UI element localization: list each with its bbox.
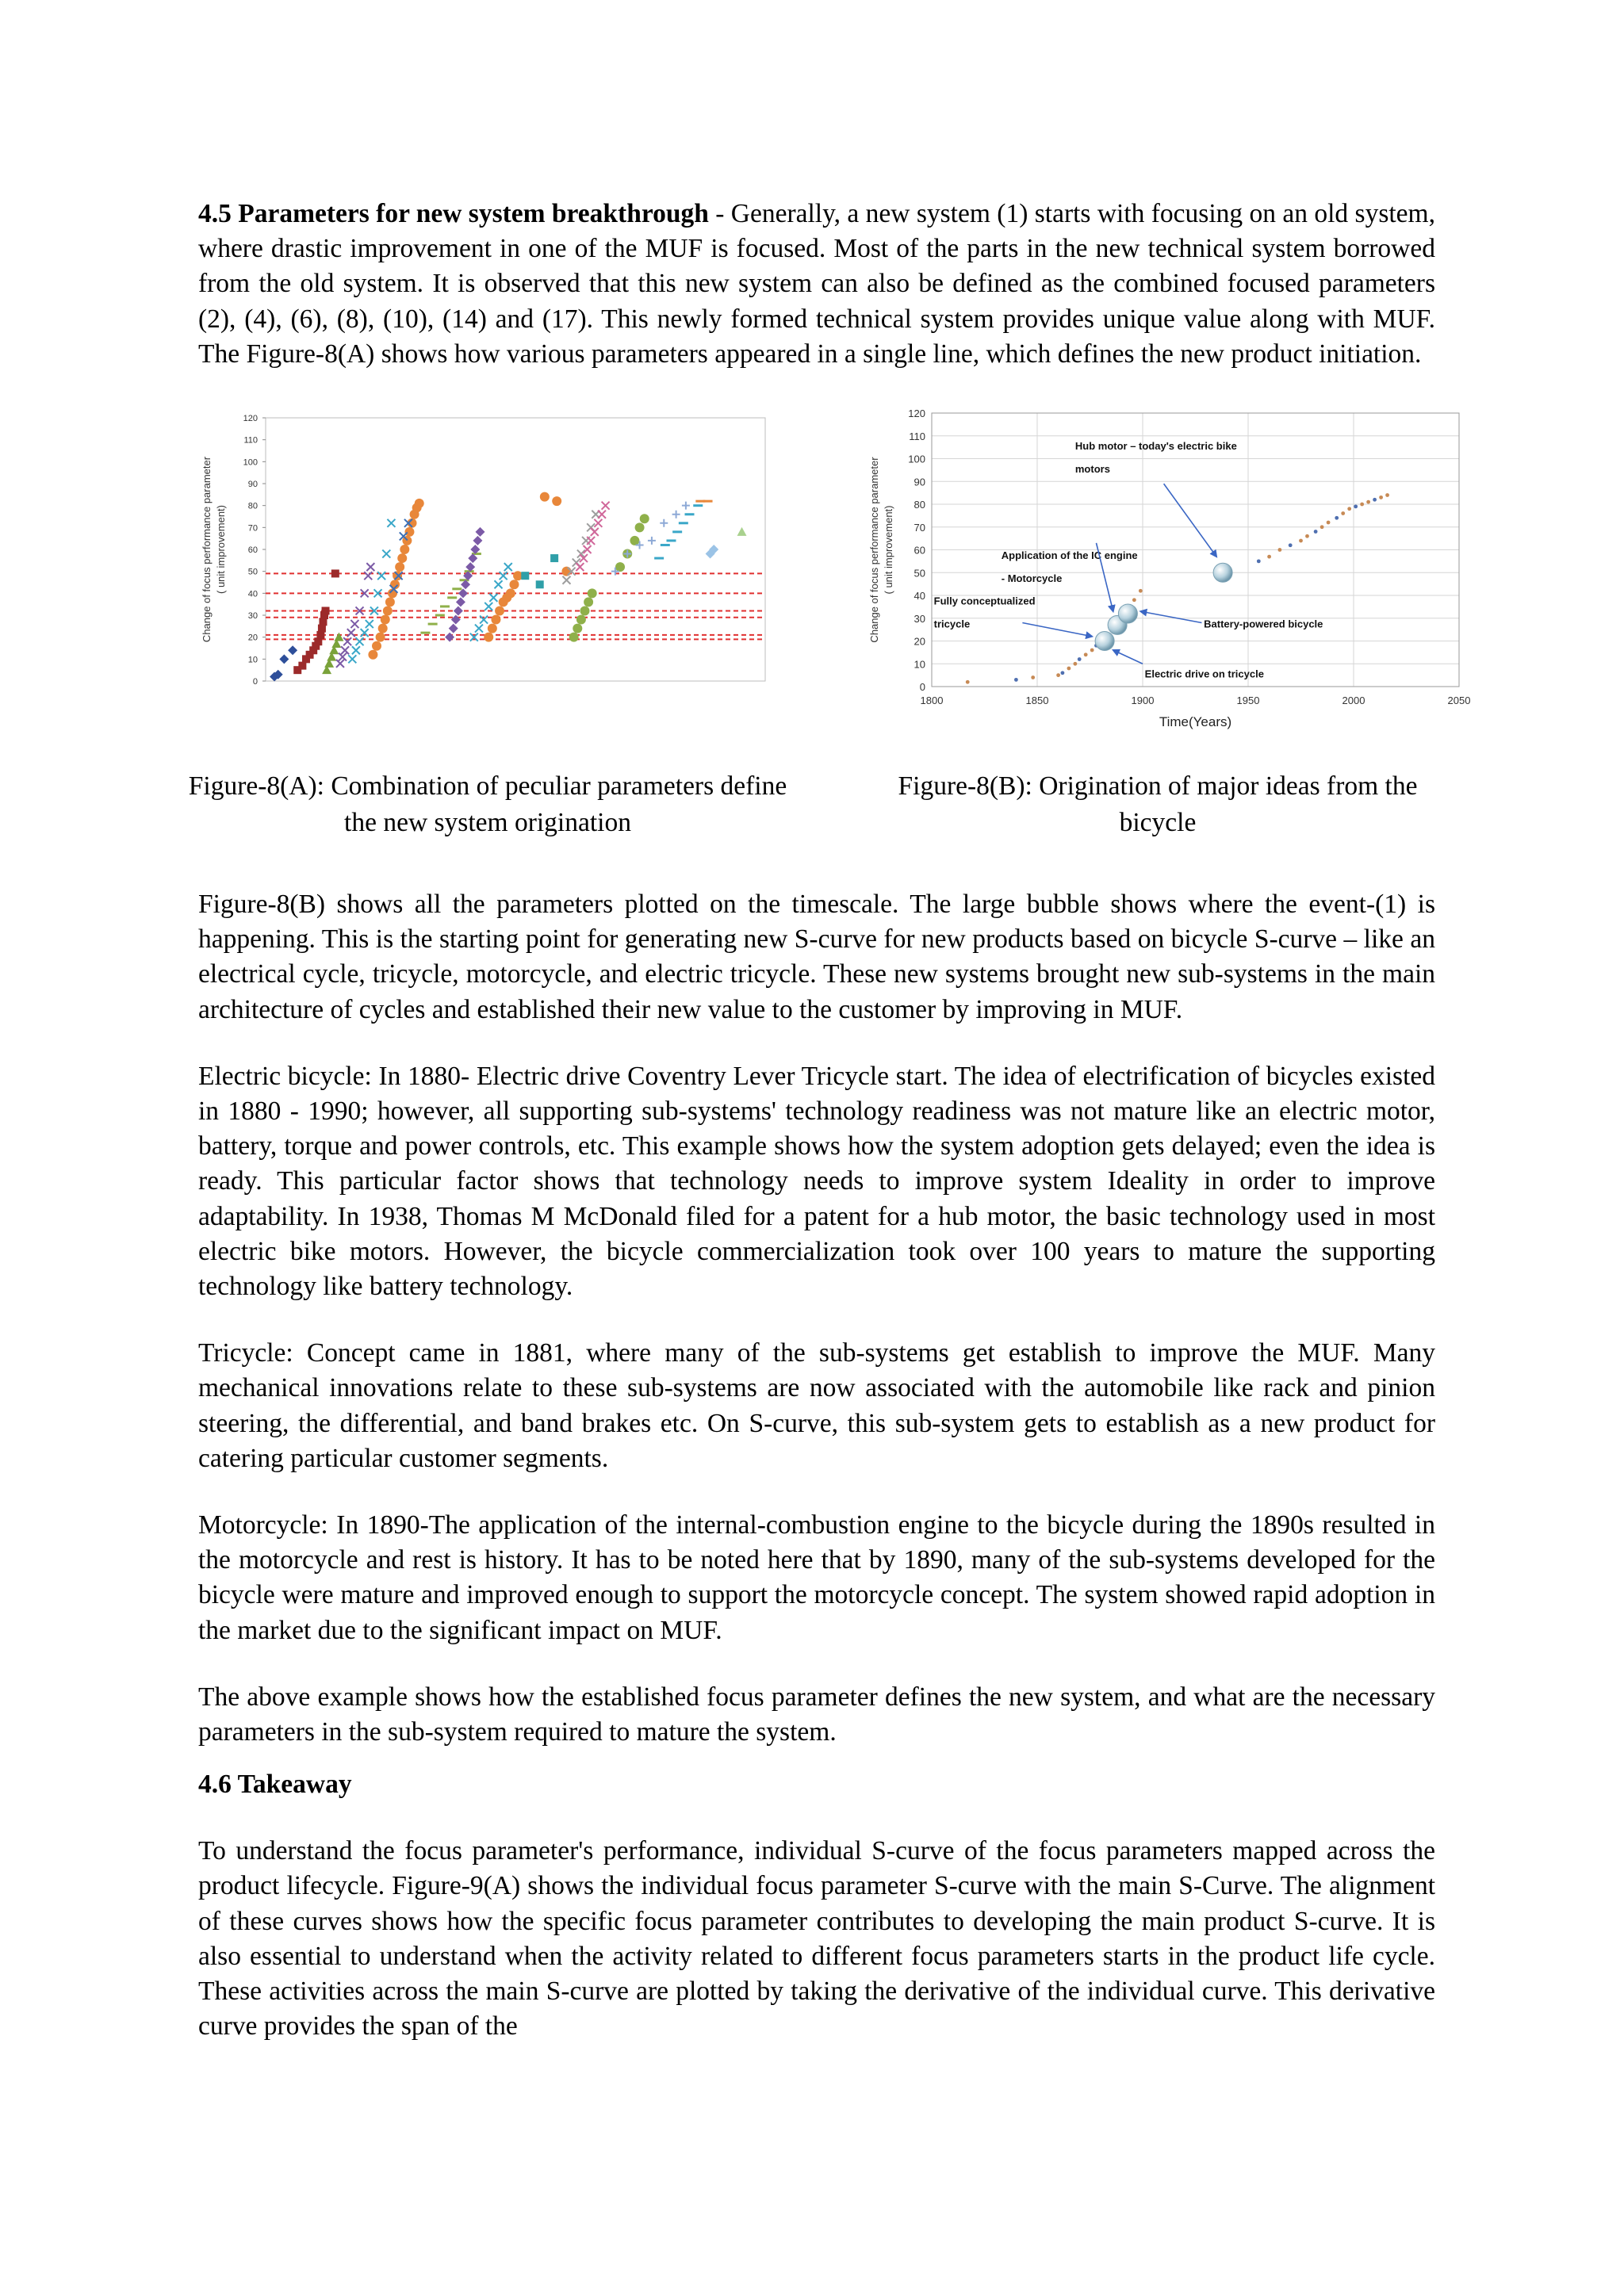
section-4-5-paragraph: [198, 197, 1435, 372]
plot-area-frame: [266, 418, 765, 681]
data-point-p9: [475, 527, 485, 537]
data-point-p11: [509, 580, 519, 589]
data-point-p15: [602, 502, 610, 510]
data-point-bicycle: [1084, 652, 1088, 656]
data-point-p17: [672, 511, 680, 519]
data-point-bicycle: [1305, 534, 1309, 538]
data-point-p4: [366, 563, 374, 571]
data-point-p16: [640, 514, 649, 523]
data-point-bicycle: [966, 680, 970, 684]
y-axis-label-line2: ( unit improvement): [883, 505, 894, 595]
x-tick-label: 1950: [1236, 695, 1260, 707]
data-point-p5: [348, 655, 356, 663]
event-bubble: [1213, 563, 1232, 582]
data-point-bicycle: [1267, 555, 1271, 559]
data-point-p9: [451, 615, 461, 625]
data-point-p10: [495, 580, 503, 588]
y-tick-label: 30: [247, 611, 258, 622]
section-4-5-heading: 4.5 Parameters for new system breakthrough: [198, 199, 709, 228]
y-tick-label: 50: [914, 567, 925, 580]
data-point-p12: [521, 572, 529, 580]
data-point-p12: [536, 580, 544, 588]
arrow-battery: [1140, 611, 1201, 622]
data-point-p17: [660, 519, 668, 527]
data-point-p16: [635, 522, 645, 532]
data-point-bicycle: [1299, 539, 1303, 543]
data-point-p13: [540, 492, 550, 502]
data-point-p10: [500, 572, 508, 580]
y-tick-label: 20: [247, 633, 258, 643]
data-point-p4: [339, 653, 347, 661]
data-point-p2: [322, 607, 330, 614]
data-point-bicycle: [1031, 675, 1035, 679]
section-4-5-text: - Generally, a new system (1) starts with focusing on an old system, where drastic improvement in one of the MUF is focused. Most of the parts in the new technical system borrowed from the old system. It is observed that this new system can also be defined as the combined focused parameters (2), (4), (6), (8), (10), (14) and (17). This newly formed technical system provides unique value along with MUF. The Figure-8(A) shows how various parameters appeared in a single line, which defines the new product initiation.: [198, 199, 1435, 369]
annotation-tricycle: tricycle: [933, 618, 971, 630]
data-point-p17: [648, 537, 656, 545]
data-point-p6: [395, 562, 404, 572]
data-point-p16: [576, 615, 586, 625]
figure-8a-caption: Figure-8(A): Combination of peculiar parameters define the new system origination: [188, 771, 787, 838]
annotation-battery-bicycle: Battery-powered bicycle: [1204, 618, 1323, 630]
annotation-ic-engine: Application of the IC engine: [1001, 549, 1138, 562]
x-tick-label: 1900: [1131, 695, 1155, 707]
data-point-p1: [279, 654, 289, 664]
x-axis-label: Time(Years): [1159, 714, 1232, 730]
data-point-bicycle: [1078, 657, 1082, 661]
data-point-bicycle: [1327, 521, 1331, 525]
paragraph-electric-bicycle: Electric bicycle: In 1880- Electric drive Coventry Lever Tricycle start. The idea of electrification of bicycles existed in 1880 - 1990; however, all supporting sub-systems' technology readiness was not mature like an electric motor, battery, torque and power controls, etc. This example shows how the system adoption gets delayed; even the idea is ready. This particular factor shows that technology needs to improve system Ideality in order to improve adaptability. In 1938, Thomas M McDonald filed for a patent for a hub motor, the basic technology used in most electric bike motors. However, the bicycle commercialization took over 100 years to mature the supporting technology like battery technology.: [198, 1061, 1435, 1302]
data-point-p9: [445, 633, 454, 642]
annotation-ic-engine: - Motorcycle: [1001, 572, 1063, 584]
data-point-p5: [387, 519, 395, 527]
data-point-bicycle: [1014, 678, 1018, 682]
data-point-p4: [336, 660, 344, 668]
y-tick-label: 110: [243, 435, 258, 446]
data-point-bicycle: [1335, 516, 1339, 520]
data-point-p9: [456, 597, 465, 607]
data-point-p11: [495, 606, 504, 615]
arrow-tricycle: [1022, 623, 1092, 637]
figure-8a-chart: [186, 404, 789, 721]
arrow-electric-drive: [1113, 650, 1143, 664]
section-4-6-text: To understand the focus parameter's performance, individual S-curve of the focus parameters mapped across the product lifecycle. Figure-9(A) shows the individual focus parameter S-curve with the main S-Curve. The alignment of these curves shows how the specific focus parameter contributes to developing the main product S-curve. It is also essential to understand when the activity related to different focus parameters starts in the product life cycle. These activities across the main S-curve are plotted by taking the derivative of the individual curve. This derivative curve provides the span of the: [198, 1836, 1435, 2042]
data-point-p9: [473, 536, 482, 545]
data-point-p15: [591, 528, 599, 536]
data-point-p5: [356, 637, 364, 645]
x-tick-label: 2050: [1447, 695, 1471, 707]
data-point-bicycle: [1257, 559, 1261, 563]
y-tick-label: 40: [247, 589, 258, 599]
data-point-p5: [366, 620, 373, 628]
data-point-p6: [415, 499, 424, 508]
data-point-p10: [485, 603, 492, 610]
x-tick-label: 2000: [1342, 695, 1365, 707]
y-axis-label: [868, 457, 894, 643]
y-tick-label: 0: [252, 677, 258, 687]
data-point-p15: [594, 519, 602, 527]
data-point-bicycle: [1073, 662, 1077, 666]
data-point-p16: [588, 588, 597, 598]
data-point-p6: [378, 624, 388, 633]
data-point-p6: [383, 606, 393, 615]
data-point-p5: [352, 646, 360, 654]
data-point-p6: [404, 527, 414, 537]
y-axis-label-line1: Change of focus performance parameter: [868, 457, 880, 643]
y-tick-label: 110: [909, 430, 925, 442]
data-point-p16: [569, 633, 579, 642]
paragraph-motorcycle: Motorcycle: In 1890-The application of the internal-combustion engine to the bicycle during the 1890s resulted in the motorcycle and rest is history. It has to be noted here that by 1890, many of the sub-systems developed for the bicycle were mature and improved enough to support the motorcycle concept. The system showed rapid adoption in the market due to the significant impact on MUF.: [198, 1510, 1435, 1645]
y-tick-label: 10: [914, 658, 925, 671]
y-tick-label: 0: [919, 681, 925, 694]
data-point-p11: [513, 571, 523, 580]
y-tick-label: 30: [914, 612, 925, 625]
y-tick-label: 60: [247, 545, 258, 556]
data-point-bicycle: [1289, 543, 1293, 547]
data-point-p6: [368, 650, 377, 660]
data-point-bicycle: [1373, 498, 1377, 502]
data-point-p15: [576, 563, 584, 571]
data-point-p21: [737, 527, 747, 536]
data-point-p6: [385, 597, 395, 607]
y-tick-label: 70: [247, 523, 258, 534]
data-point-p14: [562, 576, 570, 584]
data-point-p15: [587, 537, 595, 545]
data-point-bicycle: [1379, 496, 1383, 499]
data-point-p2: [331, 569, 339, 577]
data-point-p11: [488, 624, 497, 633]
data-point-p10: [504, 563, 512, 571]
data-point-p9: [454, 606, 463, 615]
y-tick-label: 50: [247, 567, 258, 577]
data-point-bicycle: [1061, 671, 1065, 675]
data-point-p3: [334, 633, 343, 641]
y-tick-label: 80: [914, 499, 925, 511]
data-point-p4: [350, 620, 358, 628]
paragraph-figure-8b: Figure-8(B) shows all the parameters plotted on the timescale. The large bubble shows where the event-(1) is happening. This is the starting point for generating new S-curve for new products based on bicycle S-curve – like an electrical cycle, tricycle, motorcycle, and electric tricycle. These new systems brought new sub-systems in the main architecture of cycles and established their new value to the customer by improving in MUF.: [198, 890, 1435, 1024]
annotation-tricycle: Fully conceptualized: [933, 595, 1036, 607]
data-point-p15: [598, 511, 606, 519]
annotation-hub-motor: Hub motor – today's electric bike: [1074, 440, 1237, 453]
section-4-6-heading: 4.6 Takeaway: [198, 1770, 352, 1800]
figure-8-row: [188, 404, 1471, 887]
data-point-p11: [506, 588, 515, 598]
data-point-p13: [552, 496, 561, 506]
figure-8b: [860, 404, 1479, 737]
data-point-bicycle: [1090, 649, 1094, 652]
data-point-p4: [364, 572, 372, 580]
data-point-p11: [484, 633, 493, 642]
data-point-p16: [615, 562, 625, 572]
paragraph-example: The above example shows how the established focus parameter defines the new system, and what are the necessary parameters in the sub-system required to mature the system.: [198, 1682, 1435, 1747]
data-point-p17: [682, 502, 690, 510]
x-tick-label: 1850: [1025, 695, 1049, 707]
data-point-p6: [376, 633, 385, 642]
data-point-p5: [377, 572, 385, 580]
y-tick-label: 90: [914, 476, 925, 488]
data-point-p6: [393, 571, 402, 580]
data-point-bicycle: [1320, 525, 1324, 529]
event-bubble: [1095, 632, 1114, 651]
data-point-bicycle: [1385, 493, 1389, 497]
data-point-bicycle: [1314, 530, 1318, 534]
data-point-bicycle: [1139, 589, 1143, 593]
data-point-bicycle: [1354, 504, 1358, 508]
x-tick-label: 1800: [920, 695, 944, 707]
figure-8b-chart: [860, 404, 1479, 737]
data-point-bicycle: [1132, 598, 1136, 602]
data-point-p16: [630, 536, 639, 545]
event-bubble: [1118, 604, 1137, 623]
y-tick-label: 100: [908, 453, 925, 465]
annotation-hub-motor: motors: [1074, 462, 1110, 475]
data-point-bicycle: [1366, 500, 1370, 504]
y-tick-label: 10: [247, 655, 258, 665]
data-point-bicycle: [1056, 673, 1060, 677]
y-axis-label-line1: Change of focus performance parameter: [201, 456, 213, 643]
data-point-p6: [400, 545, 409, 554]
annotation-electric-drive: Electric drive on tricycle: [1144, 668, 1264, 680]
y-tick-label: 60: [914, 544, 925, 557]
data-point-p10: [489, 594, 497, 602]
y-tick-label: 70: [914, 521, 925, 534]
data-point-p4: [341, 646, 349, 654]
figure-8a: [186, 404, 805, 721]
data-point-p4: [347, 629, 355, 637]
data-point-p9: [449, 624, 458, 633]
y-tick-label: 100: [243, 457, 258, 468]
y-tick-label: 120: [908, 408, 925, 420]
y-tick-label: 40: [914, 590, 925, 603]
data-point-bicycle: [1067, 667, 1071, 671]
paragraph-tricycle: Tricycle: Concept came in 1881, where many of the sub-systems get establish to improve the MUF. Many mechanical innovations relate to these sub-systems are now associated with the automobile like rack and pinion steering, the differential, and band brakes etc. On S-curve, this sub-system gets to establish as a new product for catering particular customer segments.: [198, 1338, 1435, 1473]
data-point-p16: [584, 597, 593, 607]
data-point-p6: [372, 641, 381, 651]
page-content: [188, 197, 1471, 2045]
data-point-bicycle: [1360, 503, 1364, 507]
data-point-p6: [397, 553, 407, 563]
y-tick-label: 20: [914, 635, 925, 648]
y-axis-label: [201, 456, 227, 642]
data-point-bicycle: [1341, 511, 1345, 515]
figure-8b-caption: Figure-8(B): Origination of major ideas from the bicycle: [898, 771, 1418, 838]
data-point-p6: [381, 615, 390, 625]
data-point-p16: [573, 624, 582, 633]
y-tick-label: 120: [243, 414, 258, 424]
y-tick-label: 80: [247, 501, 258, 511]
data-point-p16: [580, 606, 589, 615]
data-point-p12: [550, 554, 558, 562]
data-point-p11: [491, 615, 500, 625]
y-tick-label: 90: [247, 480, 258, 490]
data-point-p13: [561, 567, 571, 576]
data-point-p1: [288, 645, 297, 655]
data-point-p10: [475, 625, 483, 633]
data-point-bicycle: [1278, 548, 1282, 552]
y-axis-label-line2: ( unit improvement): [215, 505, 227, 595]
arrow-hub-motor: [1164, 484, 1217, 557]
data-point-bicycle: [1347, 507, 1351, 511]
data-point-p5: [382, 550, 390, 558]
